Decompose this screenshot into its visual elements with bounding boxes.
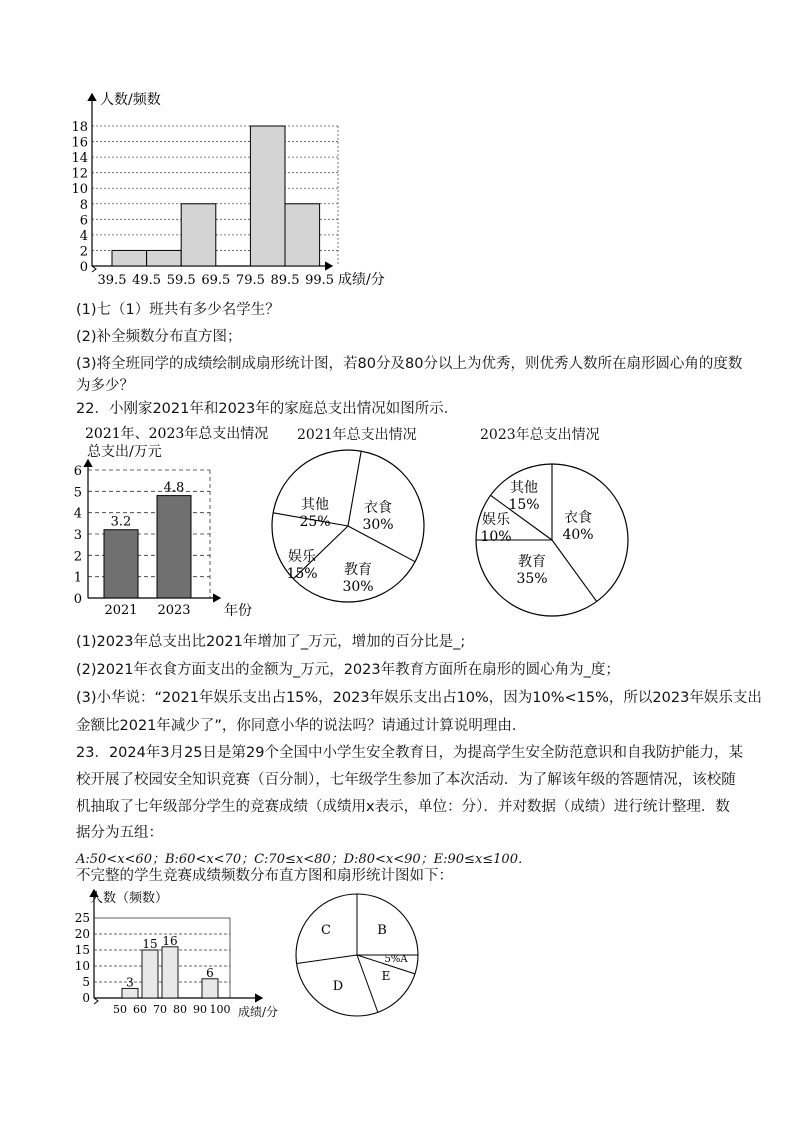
q21-line-3: (3)将全班同学的成绩绘制成扇形统计图，若80分及80分以上为优秀，则优秀人数所在扇形圆心角的度数 xyxy=(76,356,743,372)
bar-value-label: 3 xyxy=(126,975,134,990)
histogram-bar xyxy=(250,126,285,266)
histogram-bar xyxy=(112,250,147,266)
y-tick-label: 2 xyxy=(73,549,82,565)
y-tick-label: 4 xyxy=(73,506,82,522)
q22-line-1: (1)2023年总支出比2021年增加了_万元，增加的百分比是_; xyxy=(76,634,466,650)
bar-value-label: 3.2 xyxy=(110,514,132,530)
histogram-q23 xyxy=(70,888,300,1023)
q23-line-4: 据分为五组： xyxy=(76,825,163,841)
pie-slice-label: 其他 xyxy=(301,497,329,513)
y-axis-label: 人数/频数 xyxy=(100,92,161,108)
bar-value-label: 4.8 xyxy=(163,480,185,496)
histogram-q21 xyxy=(70,88,400,293)
x-axis-label: 成绩/分 xyxy=(338,272,385,288)
x-tick-label: 69.5 xyxy=(201,273,231,288)
histogram-bar xyxy=(202,979,218,998)
y-tick-label: 6 xyxy=(79,213,88,229)
x-tick-label: 2023 xyxy=(157,603,191,618)
x-tick-label: 100 xyxy=(209,1003,231,1016)
q22-intro: 22．小刚家2021年和2023年的家庭总支出情况如图所示． xyxy=(76,401,459,417)
q21-line-2: (2)补全频数分布直方图； xyxy=(76,329,242,345)
pie-slice-label: 娱乐 xyxy=(288,549,316,565)
pie-slice-label: E xyxy=(381,969,391,983)
pie-slice-percent: 15% xyxy=(286,566,318,582)
pie-slice-percent: 15% xyxy=(508,497,540,513)
bar-value-label: 6 xyxy=(206,965,214,980)
pie1-title: 2021年总支出情况 xyxy=(297,427,417,443)
y-tick-label: 5 xyxy=(73,485,82,501)
pie-slice-percent: 10% xyxy=(480,529,512,545)
pie-slice-percent: 30% xyxy=(362,517,394,533)
y-tick-label: 2 xyxy=(79,244,88,260)
x-tick-label: 50 xyxy=(113,1003,127,1016)
q21-line-1: (1)七（1）班共有多少名学生？ xyxy=(76,302,280,318)
q23-caption: 不完整的学生竞赛成绩频数分布直方图和扇形统计图如下： xyxy=(76,868,453,884)
pie-chart-2021 xyxy=(268,446,428,606)
q23-line-2: 校开展了校园安全知识竞赛（百分制），七年级学生参加了本次活动．为了解该年级的答题情况，该校随 xyxy=(76,772,736,788)
pie-slice-label: D xyxy=(332,979,344,994)
x-tick-label: 2021 xyxy=(104,603,138,618)
y-tick-label: 1 xyxy=(73,570,82,586)
y-tick-label: 3 xyxy=(73,528,82,543)
x-tick-label: 79.5 xyxy=(235,273,265,288)
bar xyxy=(104,530,138,598)
q22-line-4: 金额比2021年减少了”，你同意小华的说法吗？请通过计算说明理由． xyxy=(76,718,527,734)
bar-chart-q22 xyxy=(60,418,285,623)
y-tick-label: 15 xyxy=(74,943,90,957)
y-tick-label: 8 xyxy=(79,197,88,213)
y-tick-label: 20 xyxy=(74,927,90,941)
y-tick-label: 5 xyxy=(82,975,90,989)
bar-chart-ylabel: 总支出/万元 xyxy=(87,444,162,460)
pie-chart-q23 xyxy=(292,890,422,1020)
histogram-bar xyxy=(162,947,178,998)
x-tick-label: 60 xyxy=(133,1003,147,1016)
y-tick-label: 25 xyxy=(74,911,90,925)
bar-chart-xlabel: 年份 xyxy=(224,603,252,619)
pie-slice-label: 其他 xyxy=(510,480,538,496)
histogram-bar xyxy=(122,988,138,998)
pie-slice-label: 5%A xyxy=(384,954,408,965)
y-tick-label: 0 xyxy=(73,592,82,607)
x-tick-label: 89.5 xyxy=(270,273,300,288)
y-tick-label: 14 xyxy=(71,151,88,167)
q22-line-3: (3)小华说：“2021年娱乐支出占15%，2023年娱乐支出占10%，因为10%<15%，所以2023年娱乐支出 xyxy=(76,690,762,706)
histogram-bar xyxy=(142,950,158,998)
pie-slice-percent: 40% xyxy=(562,527,594,543)
pie-slice-label: 衣食 xyxy=(564,510,592,526)
pie-slice-label: C xyxy=(321,923,331,938)
pie-slice-label: 教育 xyxy=(518,554,546,570)
y-tick-label: 4 xyxy=(79,228,88,244)
histogram-bar xyxy=(181,204,216,266)
bar-value-label: 15 xyxy=(142,937,158,951)
y-tick-label: 0 xyxy=(82,991,90,1005)
bar-value-label: 16 xyxy=(162,933,178,948)
pie-slice-percent: 35% xyxy=(516,571,548,587)
x-tick-label: 90 xyxy=(193,1003,207,1016)
bar xyxy=(157,496,191,598)
pie2-title: 2023年总支出情况 xyxy=(480,427,600,443)
q23-line-3: 机抽取了七年级部分学生的竞赛成绩（成绩用x表示，单位：分）．并对数据（成绩）进行统计整理．数 xyxy=(76,799,730,815)
pie-slice-label: 教育 xyxy=(344,562,372,578)
axis-break xyxy=(92,266,96,272)
y-tick-label: 16 xyxy=(71,135,88,151)
hist23-xlabel: 成绩/分 xyxy=(238,1005,279,1019)
histogram-bar xyxy=(147,250,182,266)
x-tick-label: 49.5 xyxy=(132,273,162,288)
x-tick-label: 99.5 xyxy=(305,273,335,288)
y-tick-label: 10 xyxy=(71,182,88,198)
x-tick-label: 39.5 xyxy=(97,273,127,288)
hist23-ylabel: 人数（频数） xyxy=(90,891,169,906)
y-tick-label: 6 xyxy=(73,464,82,479)
x-tick-label: 80 xyxy=(173,1003,187,1016)
pie-slice-label: 娱乐 xyxy=(482,512,510,528)
q23-line-1: 23．2024年3月25日是第29个全国中小学生安全教育日，为提高学生安全防范意识和自我防护能力，某 xyxy=(76,745,743,761)
x-tick-label: 59.5 xyxy=(166,273,196,288)
pie-slice-label: 衣食 xyxy=(364,500,392,516)
q22-line-2: (2)2021年衣食方面支出的金额为_万元，2023年教育方面所在扇形的圆心角为_度； xyxy=(76,662,620,678)
q21-line-4: 为多少？ xyxy=(76,378,134,394)
axis-break xyxy=(94,998,98,1004)
pie-slice-percent: 30% xyxy=(342,579,374,595)
y-tick-label: 18 xyxy=(71,120,88,135)
bar-chart-title: 2021年、2023年总支出情况 xyxy=(85,426,269,442)
x-tick-label: 70 xyxy=(153,1003,167,1016)
pie-slice-percent: 25% xyxy=(299,514,331,530)
histogram-bar xyxy=(285,204,320,266)
q23-groups: A:50<x<60；B:60<x<70；C:70≤x<80；D:80<x<90；E:90≤x≤100． xyxy=(76,852,531,867)
pie-slice-label: B xyxy=(377,923,387,938)
y-tick-label: 0 xyxy=(79,260,88,275)
pie-chart-2023 xyxy=(472,460,632,620)
y-tick-label: 10 xyxy=(74,959,90,973)
y-tick-label: 12 xyxy=(71,166,88,182)
